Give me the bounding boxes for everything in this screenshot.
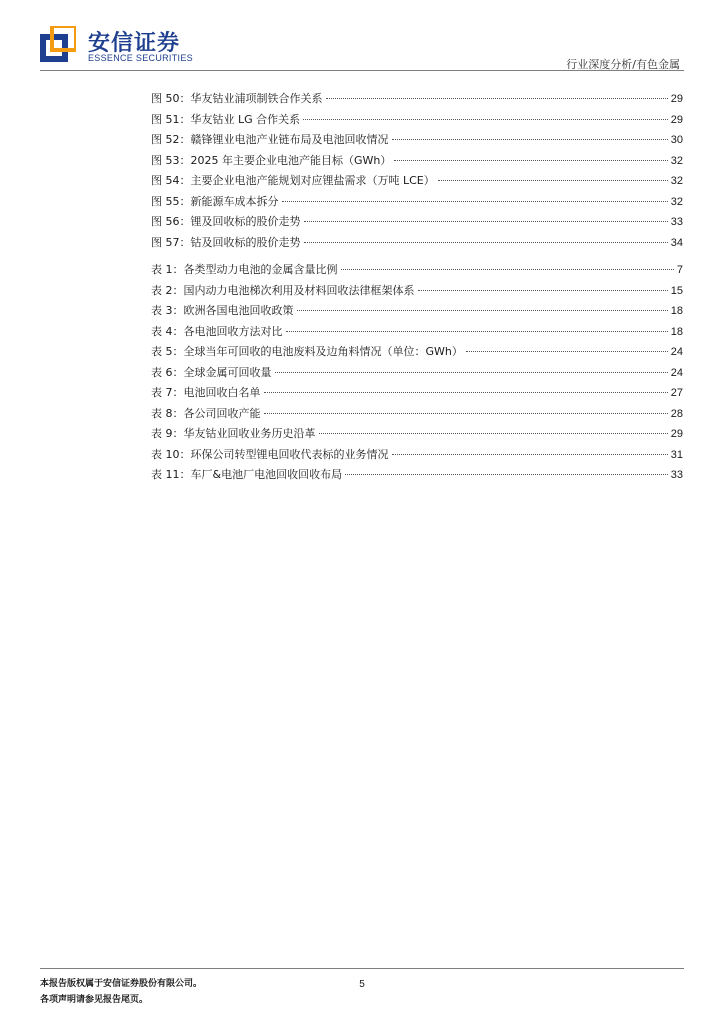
toc-entry-label: 表 7：电池回收白名单 xyxy=(151,386,261,399)
toc-entry-page: 15 xyxy=(670,284,683,297)
toc-entry-page: 29 xyxy=(670,428,683,440)
toc-leader xyxy=(438,180,668,181)
brand-name-cn: 安信证券 xyxy=(88,31,181,56)
toc-entry[interactable] xyxy=(151,110,683,131)
toc-leader xyxy=(304,242,668,243)
toc-leader xyxy=(466,351,668,352)
toc-leader xyxy=(394,160,667,161)
toc-entry[interactable] xyxy=(151,281,683,302)
toc-entry-label: 表 11：车厂&电池厂电池回收回收布局 xyxy=(151,468,343,481)
toc-entry[interactable] xyxy=(151,363,683,384)
footer-disclaimer: 各项声明请参见报告尾页。 xyxy=(40,995,149,1005)
page-number: 5 xyxy=(359,979,365,990)
toc-entry[interactable] xyxy=(151,424,683,445)
toc-entry[interactable] xyxy=(151,151,683,172)
toc-entry-label: 表 1：各类型动力电池的金属含量比例 xyxy=(151,263,338,276)
toc-entry-label: 表 6：全球金属可回收量 xyxy=(151,365,272,379)
toc-entry-label: 图 57：钴及回收标的股价走势 xyxy=(151,235,301,249)
toc-entry-page: 32 xyxy=(670,175,683,187)
toc-entry-page: 29 xyxy=(670,113,683,126)
toc-entry-label: 图 56：锂及回收标的股价走势 xyxy=(151,215,301,228)
toc-entry-page: 27 xyxy=(670,387,683,399)
toc-entry-page: 30 xyxy=(670,134,683,146)
toc-entry-label: 图 50：华友钴业浦项制铁合作关系 xyxy=(151,92,323,105)
toc-entry[interactable] xyxy=(151,383,683,404)
toc-entry[interactable] xyxy=(151,171,683,192)
toc-leader xyxy=(286,331,668,332)
toc-entry-page: 34 xyxy=(670,236,683,249)
tables-toc xyxy=(151,260,683,486)
toc-entry-label: 表 8：各公司回收产能 xyxy=(151,406,261,420)
toc-entry-page: 18 xyxy=(670,325,683,338)
toc-entry-page: 31 xyxy=(670,448,683,461)
toc-entry-page: 32 xyxy=(670,195,683,208)
toc-entry[interactable] xyxy=(151,342,683,363)
footer-divider xyxy=(40,968,684,969)
toc-leader xyxy=(326,98,668,99)
brand-name-en: ESSENCE SECURITIES xyxy=(88,53,193,63)
toc-leader xyxy=(275,372,668,373)
toc-leader xyxy=(418,290,668,291)
toc-entry[interactable] xyxy=(151,445,683,466)
toc-entry-page: 18 xyxy=(670,305,683,317)
toc-leader xyxy=(264,413,668,414)
toc-entry[interactable] xyxy=(151,89,683,110)
toc-entry-label: 表 10：环保公司转型锂电回收代表标的业务情况 xyxy=(151,447,389,461)
toc-entry[interactable] xyxy=(151,130,683,151)
toc-leader xyxy=(319,433,668,434)
toc-entry[interactable] xyxy=(151,404,683,425)
toc-entry[interactable] xyxy=(151,192,683,213)
toc-entry-page: 24 xyxy=(670,346,683,358)
toc-entry-page: 29 xyxy=(670,93,683,105)
header-divider xyxy=(40,70,684,71)
toc-leader xyxy=(297,310,668,311)
toc-entry-page: 7 xyxy=(676,264,683,276)
toc-entry[interactable] xyxy=(151,212,683,233)
report-category: 行业深度分析/有色金属 xyxy=(566,58,680,71)
essence-logo-icon xyxy=(40,26,76,62)
toc-entry[interactable] xyxy=(151,465,683,486)
toc-entry-page: 28 xyxy=(670,407,683,420)
toc-entry-label: 图 55：新能源车成本拆分 xyxy=(151,194,279,208)
toc-entry-page: 33 xyxy=(670,216,683,228)
toc-entry[interactable] xyxy=(151,233,683,254)
toc-leader xyxy=(303,119,668,120)
toc-leader xyxy=(264,392,668,393)
toc-entry-label: 表 5：全球当年可回收的电池废料及边角料情况（单位：GWh） xyxy=(151,345,463,358)
toc-leader xyxy=(392,139,668,140)
page-header xyxy=(0,0,724,70)
toc-entry-label: 图 52：赣锋锂业电池产业链布局及电池回收情况 xyxy=(151,133,389,146)
toc-entry-page: 33 xyxy=(670,469,683,481)
toc-entry[interactable] xyxy=(151,260,683,281)
toc-leader xyxy=(304,221,668,222)
toc-entry[interactable] xyxy=(151,301,683,322)
toc-entry-label: 表 3：欧洲各国电池回收政策 xyxy=(151,304,294,317)
toc-leader xyxy=(282,201,668,202)
footer-copyright: 本报告版权属于安信证券股份有限公司。 xyxy=(40,979,203,989)
figures-toc xyxy=(151,89,683,253)
toc-leader xyxy=(392,454,668,455)
toc-entry-label: 表 2：国内动力电池梯次利用及材料回收法律框架体系 xyxy=(151,283,415,297)
toc-entry-page: 32 xyxy=(670,154,683,167)
toc-entry-label: 表 9：华友钴业回收业务历史沿革 xyxy=(151,427,316,440)
toc-entry-label: 图 51：华友钴业 LG 合作关系 xyxy=(151,112,301,126)
toc-leader xyxy=(341,269,674,270)
toc-entry-page: 24 xyxy=(670,366,683,379)
toc-entry-label: 表 4：各电池回收方法对比 xyxy=(151,324,283,338)
toc-entry[interactable] xyxy=(151,322,683,343)
toc-leader xyxy=(345,474,668,475)
toc-entry-label: 图 53：2025 年主要企业电池产能目标（GWh） xyxy=(151,153,392,167)
toc-entry-label: 图 54：主要企业电池产能规划对应锂盐需求（万吨 LCE） xyxy=(151,174,435,187)
